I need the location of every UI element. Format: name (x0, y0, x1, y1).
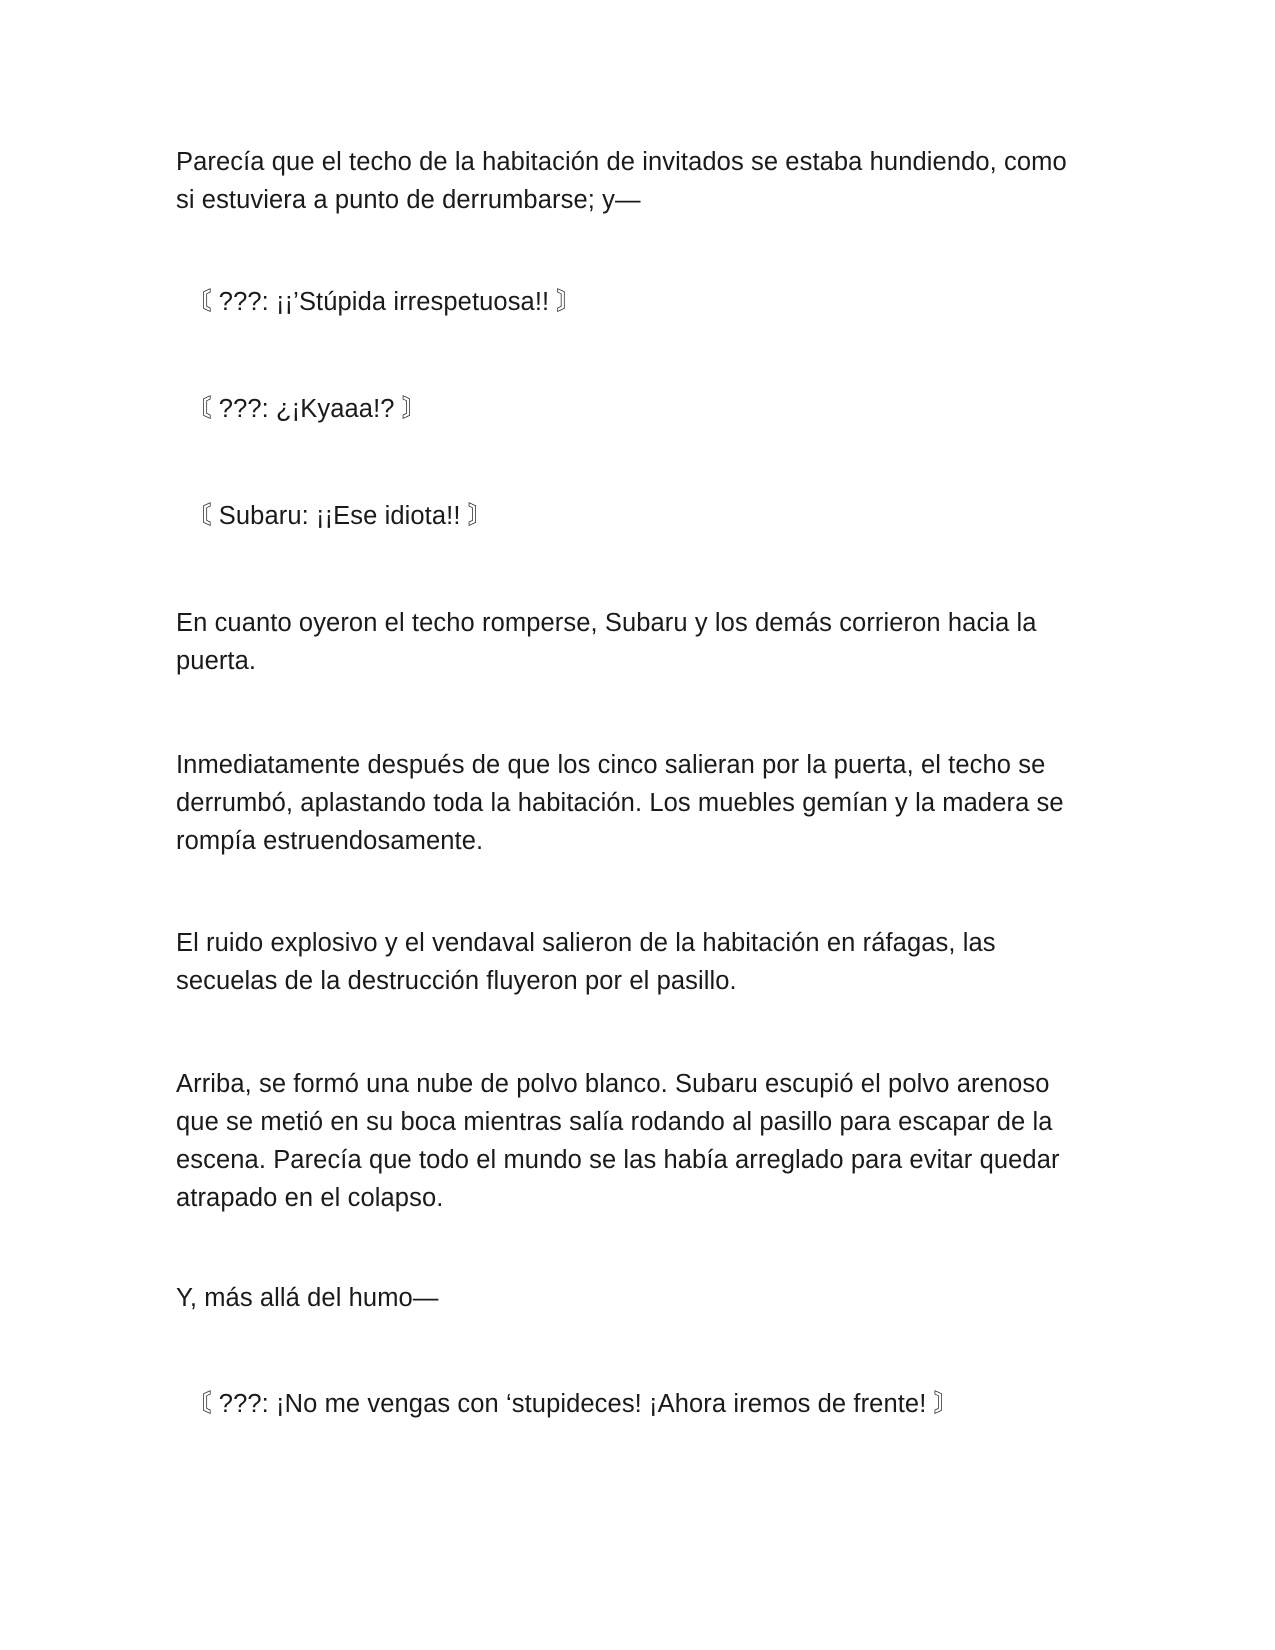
paragraph-beyond-smoke (176, 1279, 1096, 1317)
text-line: 〘 ???: ¡No me vengas con ‘stupideces! ¡Ahora iremos de frente! 〙 (186, 1390, 960, 1418)
text-line: Arriba, se formó una nube de polvo blanco. Subaru escupió el polvo arenoso (176, 1070, 1050, 1098)
text-line: En cuanto oyeron el techo romperse, Subaru y los demás corrieron hacia la (176, 609, 1037, 637)
paragraph-ceiling-sinking (176, 143, 1096, 219)
text-line: que se metió en su boca mientras salía rodando al pasillo para escapar de la (176, 1108, 1053, 1136)
text-line: 〘 ???: ¿¡Kyaaa!? 〙 (186, 395, 428, 423)
text-line: puerta. (176, 647, 257, 675)
dialogue-line (186, 1385, 1106, 1423)
text-line: Inmediatamente después de que los cinco salieran por la puerta, el techo se (176, 751, 1046, 779)
text-line: El ruido explosivo y el vendaval salieron de la habitación en ráfagas, las (176, 929, 996, 957)
text-line: Parecía que el techo de la habitación de invitados se estaba hundiendo, como (176, 148, 1067, 176)
dialogue-line (186, 390, 1106, 428)
text-line: derrumbó, aplastando toda la habitación. Los muebles gemían y la madera se (176, 789, 1064, 817)
text-line: Y, más allá del humo— (176, 1284, 439, 1312)
text-line: secuelas de la destrucción fluyeron por el pasillo. (176, 967, 737, 995)
dialogue-line (186, 497, 1106, 535)
paragraph-run-to-door (176, 604, 1096, 680)
text-line: si estuviera a punto de derrumbarse; y— (176, 186, 641, 214)
text-line: atrapado en el colapso. (176, 1184, 444, 1212)
paragraph-dust-cloud (176, 1065, 1096, 1217)
text-line: rompía estruendosamente. (176, 827, 484, 855)
paragraph-ceiling-collapse (176, 746, 1096, 860)
paragraph-explosive-noise (176, 924, 1096, 1000)
text-line: escena. Parecía que todo el mundo se las había arreglado para evitar quedar (176, 1146, 1060, 1174)
text-line: 〘 ???: ¡¡’Stúpida irrespetuosa!! 〙 (186, 288, 582, 316)
text-line: 〘 Subaru: ¡¡Ese idiota!! 〙 (186, 502, 494, 530)
dialogue-line (186, 283, 1106, 321)
